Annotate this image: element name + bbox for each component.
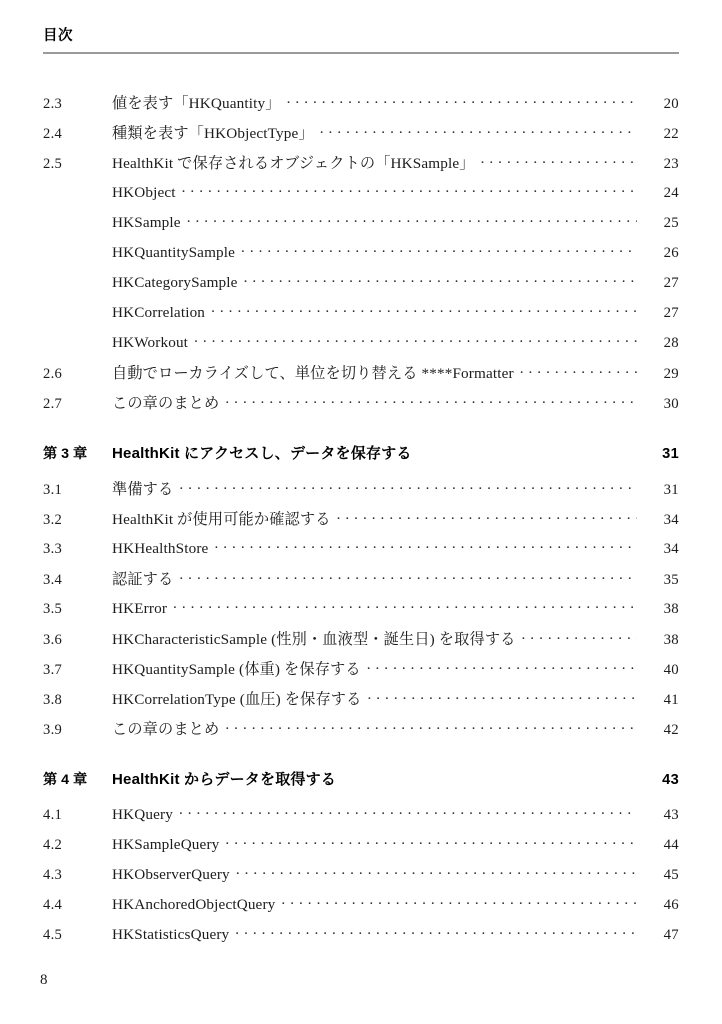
toc-entry-page-number: 22 [663, 126, 679, 142]
toc-entry-page-number: 41 [663, 692, 679, 708]
toc-entry-page-number: 40 [663, 662, 679, 678]
toc-entry-row[interactable] [43, 392, 679, 422]
toc-entry-number: 3.3 [43, 541, 63, 558]
dot-leader [241, 242, 637, 257]
toc-entry-page-number: 27 [663, 305, 679, 322]
toc-entry-title: 認証する [112, 571, 174, 588]
toc-entry-title: この章のまとめ [112, 721, 220, 738]
toc-entry-page-number: 27 [663, 275, 679, 292]
page-number-folio: 8 [40, 972, 48, 988]
toc-entry-page-number: 25 [663, 215, 679, 232]
toc-entry-title: HKSampleQuery [112, 836, 220, 854]
toc-entry-number: 3.2 [43, 512, 63, 528]
dot-leader [481, 153, 637, 168]
dot-leader [520, 363, 637, 378]
toc-entry-number: 3.9 [43, 722, 63, 738]
dot-leader [179, 569, 637, 584]
toc-chapter-row[interactable] [43, 442, 679, 472]
toc-entry-page-number: 35 [663, 572, 679, 588]
toc-entry-title: HKStatisticsQuery [112, 926, 230, 944]
dot-leader [367, 659, 637, 674]
toc-entry-row[interactable] [43, 302, 679, 332]
toc-entry-title: HKError [112, 600, 168, 618]
table-of-contents [43, 92, 679, 954]
toc-entry-row[interactable] [43, 804, 679, 834]
toc-entry-title: HKQuery [112, 806, 173, 824]
dot-leader [342, 769, 637, 784]
toc-entry-title: HKSample [112, 214, 181, 232]
toc-entry-number: 3.7 [43, 662, 63, 678]
toc-entry-title: 値を表す「HKQuantity」 [112, 95, 281, 112]
dot-leader [211, 302, 637, 317]
toc-entry-title: HKCharacteristicSample (性別・血液型・誕生日) を取得する [112, 631, 516, 648]
toc-entry-title: HealthKit で保存されるオブジェクトの「HKSample」 [112, 155, 475, 172]
toc-entry-page-number: 44 [663, 837, 679, 854]
toc-entry-row[interactable] [43, 152, 679, 182]
toc-entry-row[interactable] [43, 598, 679, 628]
toc-entry-title: HKAnchoredObjectQuery [112, 896, 276, 914]
toc-entry-number: 4.5 [43, 927, 63, 944]
toc-entry-page-number: 29 [663, 366, 679, 382]
toc-entry-number: 2.7 [43, 396, 63, 412]
header-rule [43, 52, 679, 54]
toc-entry-title: HKCorrelation [112, 304, 206, 322]
toc-entry-row[interactable] [43, 122, 679, 152]
toc-entry-row[interactable] [43, 362, 679, 392]
dot-leader [418, 443, 637, 458]
toc-entry-page-number: 38 [663, 601, 679, 618]
toc-entry-page-number: 34 [663, 512, 679, 528]
toc-entry-row[interactable] [43, 864, 679, 894]
toc-entry-page-number: 26 [663, 245, 679, 262]
toc-entry-number: 3.5 [43, 601, 63, 618]
toc-entry-number: 第 3 章 [43, 446, 88, 462]
dot-leader [287, 93, 637, 108]
dot-leader [225, 834, 637, 849]
toc-entry-row[interactable] [43, 894, 679, 924]
toc-entry-row[interactable] [43, 182, 679, 212]
toc-entry-row[interactable] [43, 538, 679, 568]
toc-entry-number: 2.6 [43, 366, 63, 382]
dot-leader [179, 804, 637, 819]
toc-entry-page-number: 43 [662, 772, 679, 788]
dot-leader [522, 629, 638, 644]
toc-entry-number: 2.5 [43, 156, 63, 172]
dot-leader [320, 123, 637, 138]
toc-entry-title: HealthKit にアクセスし、データを保存する [112, 445, 412, 462]
toc-entry-row[interactable] [43, 478, 679, 508]
toc-entry-title: HKWorkout [112, 334, 189, 352]
toc-entry-row[interactable] [43, 628, 679, 658]
toc-entry-number: 3.4 [43, 572, 63, 588]
toc-entry-row[interactable] [43, 332, 679, 362]
toc-entry-title: この章のまとめ [112, 395, 220, 412]
toc-entry-page-number: 34 [663, 541, 679, 558]
toc-entry-title: HKCorrelationType (血圧) を保存する [112, 691, 362, 708]
toc-entry-page-number: 30 [663, 396, 679, 412]
dot-leader [281, 894, 637, 909]
toc-entry-page-number: 42 [663, 722, 679, 738]
toc-entry-page-number: 20 [663, 96, 679, 112]
toc-entry-page-number: 46 [663, 897, 679, 914]
toc-entry-title: HKObject [112, 184, 176, 202]
dot-leader [214, 538, 637, 553]
toc-entry-title: HKHealthStore [112, 540, 209, 558]
toc-chapter-row[interactable] [43, 768, 679, 798]
running-head [43, 27, 679, 57]
dot-leader [367, 689, 637, 704]
toc-entry-title: HKCategorySample [112, 274, 238, 292]
toc-entry-row[interactable] [43, 924, 679, 954]
dot-leader [236, 864, 637, 879]
dot-leader [179, 479, 637, 494]
dot-leader [337, 509, 637, 524]
toc-entry-row[interactable] [43, 568, 679, 598]
toc-entry-title: 自動でローカライズして、単位を切り替える ****Formatter [112, 365, 514, 382]
toc-entry-page-number: 38 [663, 632, 679, 648]
dot-leader [225, 719, 637, 734]
toc-entry-title: 種類を表す「HKObjectType」 [112, 125, 314, 142]
toc-entry-number: 4.2 [43, 837, 63, 854]
page-title: 目次 [43, 28, 73, 44]
toc-entry-page-number: 45 [663, 867, 679, 884]
toc-entry-number: 2.4 [43, 126, 63, 142]
toc-entry-title: HealthKit が使用可能か確認する [112, 511, 331, 528]
toc-entry-title: HKObserverQuery [112, 866, 230, 884]
toc-entry-page-number: 24 [663, 185, 679, 202]
toc-entry-row[interactable] [43, 212, 679, 242]
toc-entry-row[interactable] [43, 92, 679, 122]
toc-entry-number: 3.8 [43, 692, 63, 708]
toc-entry-page-number: 47 [663, 927, 679, 944]
toc-entry-page-number: 43 [663, 807, 679, 824]
toc-entry-title: HKQuantitySample (体重) を保存する [112, 661, 361, 678]
dot-leader [235, 924, 637, 939]
toc-entry-number: 4.4 [43, 897, 63, 914]
dot-leader [182, 182, 637, 197]
toc-entry-number: 2.3 [43, 96, 63, 112]
toc-entry-number: 4.3 [43, 867, 63, 884]
toc-entry-title: HealthKit からデータを取得する [112, 771, 337, 788]
dot-leader [173, 598, 637, 613]
toc-entry-page-number: 23 [663, 156, 679, 172]
toc-entry-row[interactable] [43, 508, 679, 538]
toc-entry-number: 3.6 [43, 632, 63, 648]
toc-entry-page-number: 31 [662, 446, 679, 462]
dot-leader [187, 212, 637, 227]
toc-entry-title: HKQuantitySample [112, 244, 236, 262]
toc-entry-number: 4.1 [43, 807, 63, 824]
toc-entry-row[interactable] [43, 242, 679, 272]
toc-entry-row[interactable] [43, 834, 679, 864]
toc-entry-page-number: 31 [663, 482, 679, 498]
dot-leader [225, 393, 637, 408]
toc-entry-row[interactable] [43, 658, 679, 688]
dot-leader [244, 272, 637, 287]
dot-leader [194, 332, 637, 347]
toc-entry-page-number: 28 [663, 335, 679, 352]
toc-entry-row[interactable] [43, 718, 679, 748]
toc-entry-row[interactable] [43, 272, 679, 302]
toc-entry-number: 3.1 [43, 482, 63, 498]
toc-entry-number: 第 4 章 [43, 772, 88, 788]
toc-entry-row[interactable] [43, 688, 679, 718]
toc-entry-title: 準備する [112, 481, 174, 498]
